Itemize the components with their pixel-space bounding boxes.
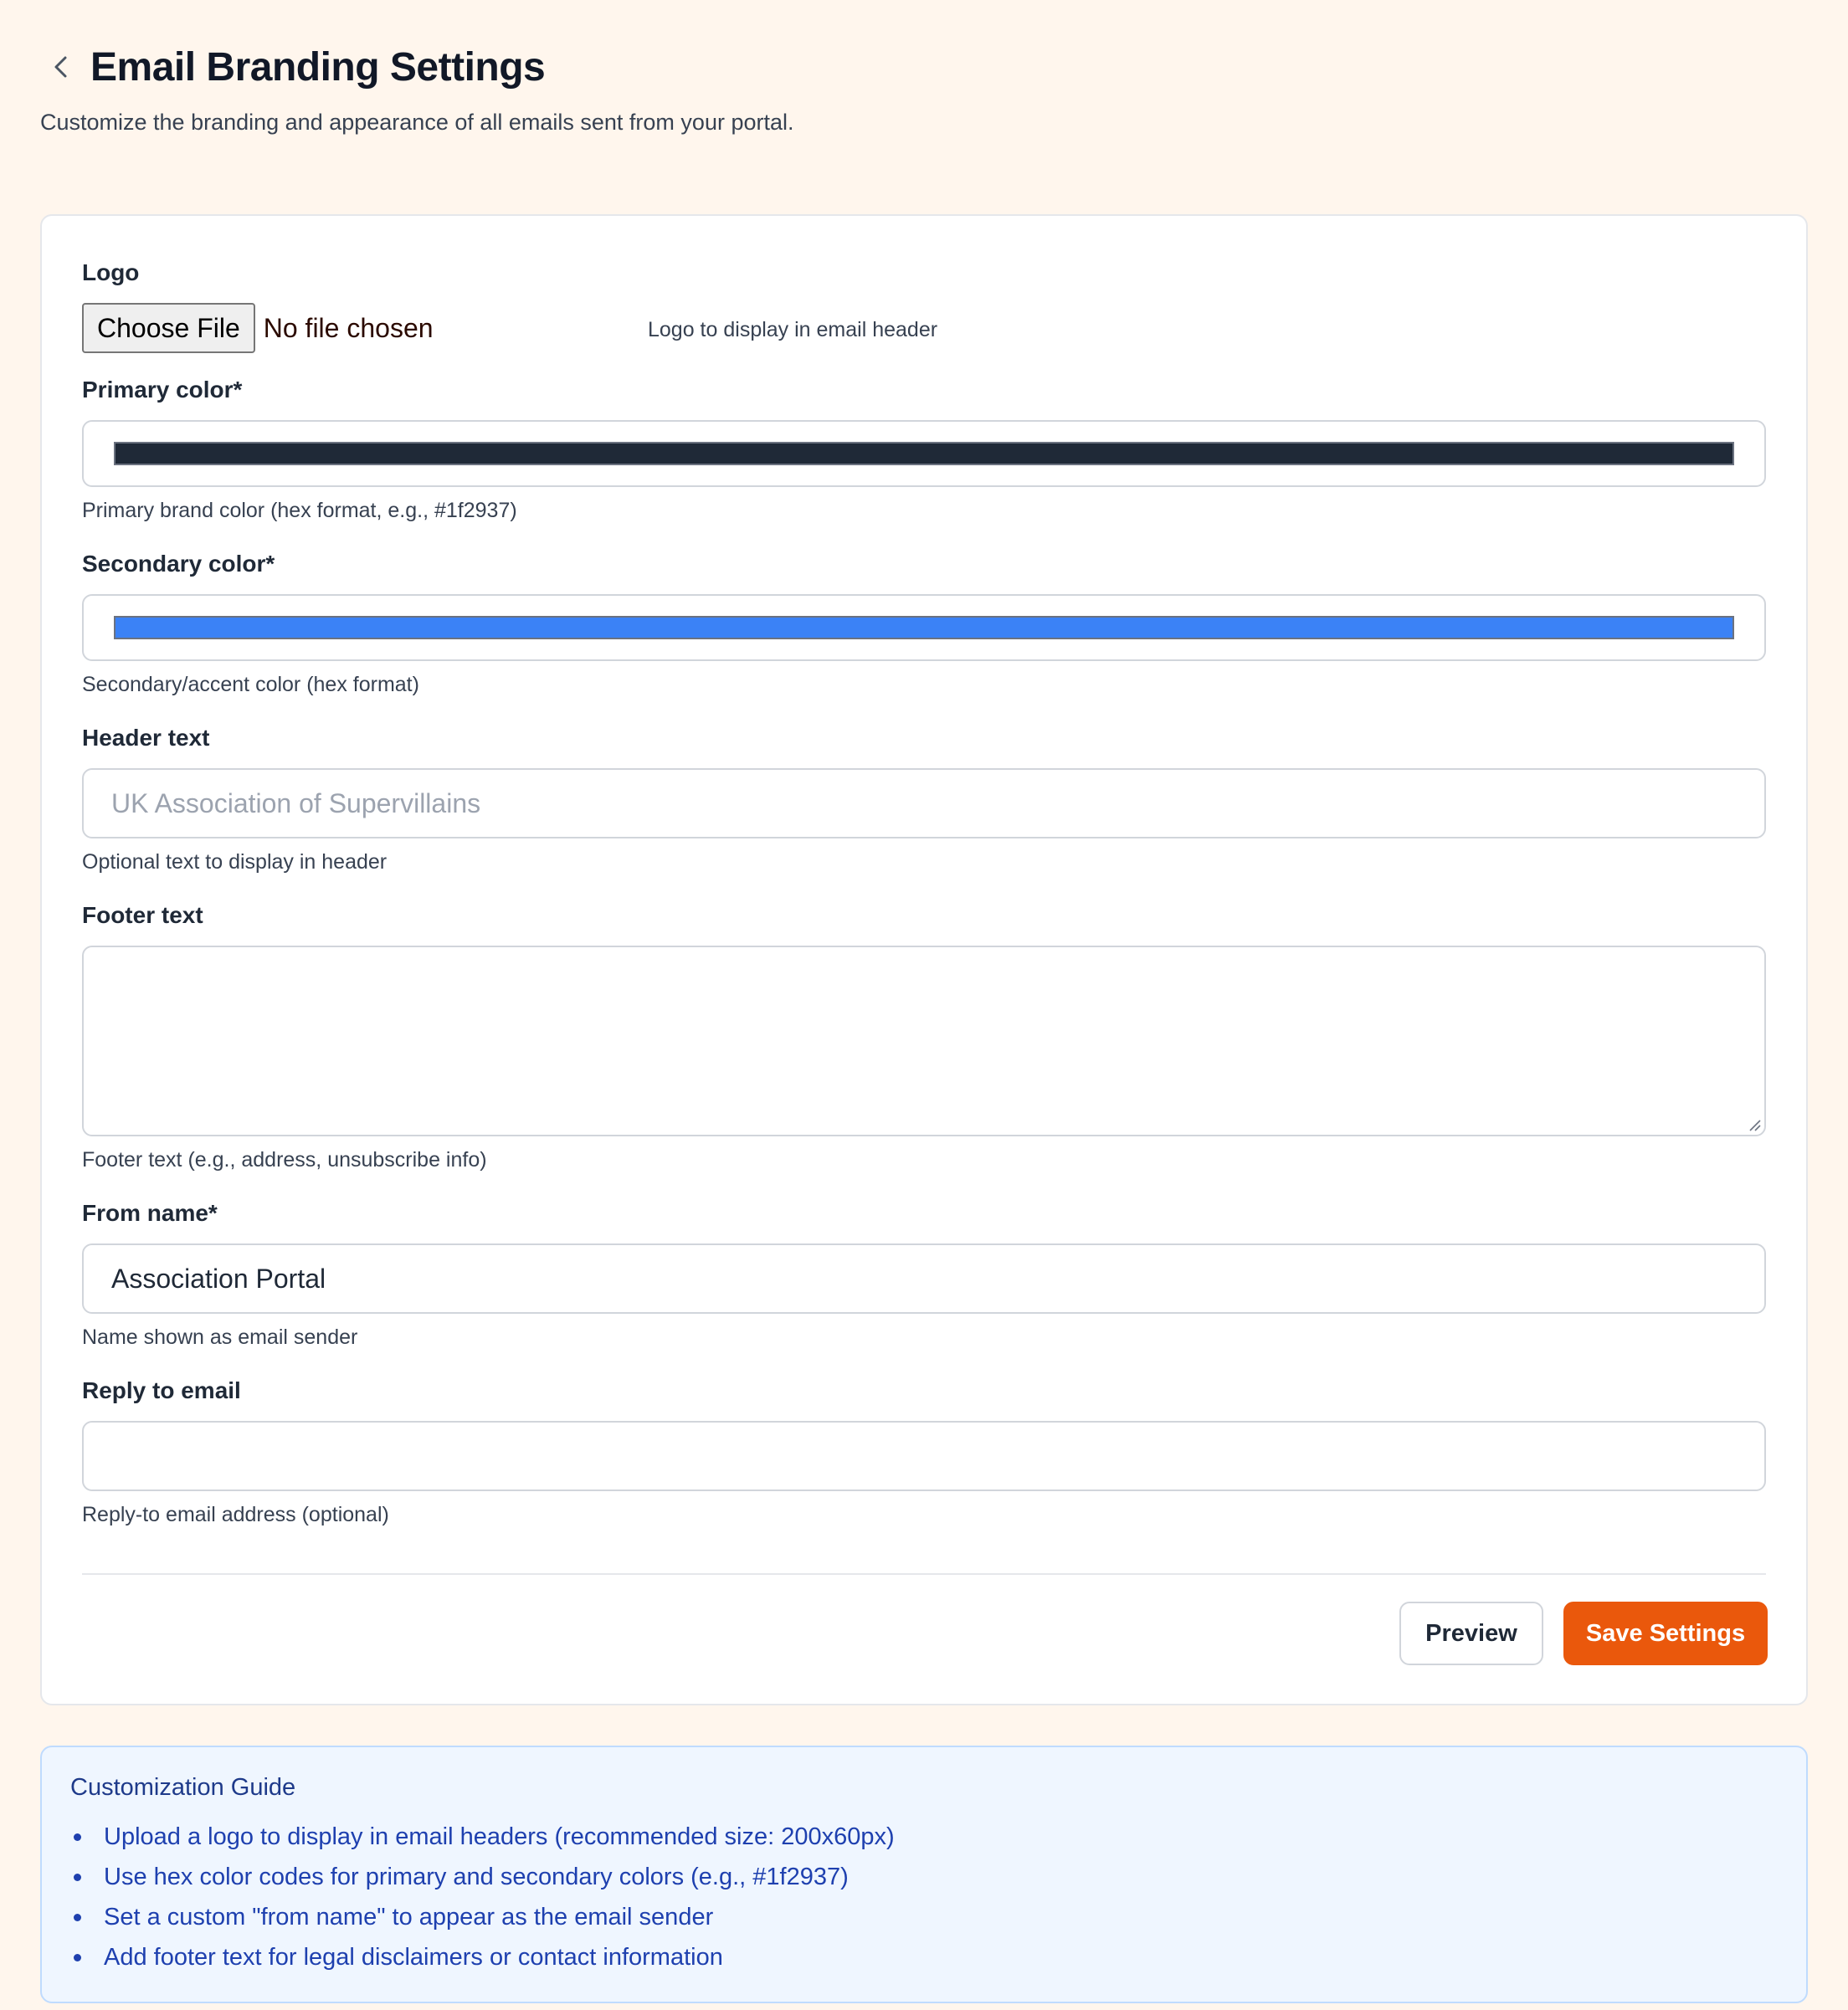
guide-item-text: Set a custom "from name" to appear as the email sender bbox=[104, 1904, 714, 1931]
bullet-icon bbox=[74, 1914, 81, 1921]
guide-item bbox=[70, 1937, 1778, 1977]
page-subtitle: Customize the branding and appearance of all emails sent from your portal. bbox=[40, 110, 794, 135]
secondary-color-help: Secondary/accent color (hex format) bbox=[82, 673, 419, 696]
choose-file-button[interactable]: Choose File bbox=[82, 303, 255, 353]
primary-color-input[interactable] bbox=[82, 420, 1766, 487]
page-header bbox=[40, 33, 1808, 100]
guide-item bbox=[70, 1857, 1778, 1897]
bullet-icon bbox=[74, 1874, 81, 1881]
header-text-input[interactable] bbox=[82, 768, 1766, 838]
guide-item-text: Upload a logo to display in email headers (recommended size: 200x60px) bbox=[104, 1823, 895, 1850]
from-name-label: From name* bbox=[82, 1200, 218, 1226]
page bbox=[0, 33, 1848, 2010]
bullet-icon bbox=[74, 1833, 81, 1841]
guide-item-text: Use hex color codes for primary and secondary colors (e.g., #1f2937) bbox=[104, 1864, 849, 1890]
from-name-value: Association Portal bbox=[111, 1263, 326, 1294]
save-settings-button[interactable]: Save Settings bbox=[1563, 1602, 1768, 1665]
footer-text-help: Footer text (e.g., address, unsubscribe info) bbox=[82, 1148, 487, 1172]
page-title: Email Branding Settings bbox=[90, 44, 546, 90]
guide-item bbox=[70, 1897, 1778, 1937]
primary-color-help: Primary brand color (hex format, e.g., #1f2937) bbox=[82, 499, 517, 522]
secondary-color-swatch[interactable] bbox=[114, 616, 1734, 639]
divider bbox=[82, 1573, 1766, 1575]
guide-item-text: Add footer text for legal disclaimers or contact information bbox=[104, 1944, 723, 1971]
secondary-color-label: Secondary color* bbox=[82, 551, 275, 577]
logo-label: Logo bbox=[82, 259, 140, 285]
header-text-help: Optional text to display in header bbox=[82, 850, 388, 874]
logo-file-input[interactable] bbox=[82, 303, 434, 353]
header-text-placeholder: UK Association of Supervillains bbox=[111, 787, 481, 818]
bullet-icon bbox=[74, 1954, 81, 1961]
footer-text-textarea[interactable] bbox=[82, 946, 1766, 1136]
primary-color-swatch[interactable] bbox=[114, 442, 1734, 465]
guide-list bbox=[70, 1817, 1778, 1977]
reply-to-help: Reply-to email address (optional) bbox=[82, 1503, 389, 1526]
secondary-color-input[interactable] bbox=[82, 594, 1766, 661]
reply-to-label: Reply to email bbox=[82, 1377, 241, 1403]
chevron-left-icon[interactable] bbox=[44, 50, 77, 84]
file-status: No file chosen bbox=[263, 312, 434, 343]
from-name-help: Name shown as email sender bbox=[82, 1325, 358, 1349]
footer-text-label: Footer text bbox=[82, 902, 203, 928]
reply-to-input[interactable] bbox=[82, 1421, 1766, 1491]
primary-color-label: Primary color* bbox=[82, 377, 243, 403]
guide-title: Customization Guide bbox=[70, 1774, 296, 1801]
preview-button[interactable]: Preview bbox=[1399, 1602, 1543, 1665]
logo-help: Logo to display in email header bbox=[648, 318, 938, 341]
resize-grip-icon[interactable] bbox=[1748, 1118, 1761, 1131]
header-text-label: Header text bbox=[82, 725, 210, 751]
customization-guide bbox=[40, 1746, 1808, 2003]
from-name-input[interactable] bbox=[82, 1243, 1766, 1314]
settings-card bbox=[40, 214, 1808, 1705]
guide-item bbox=[70, 1817, 1778, 1857]
